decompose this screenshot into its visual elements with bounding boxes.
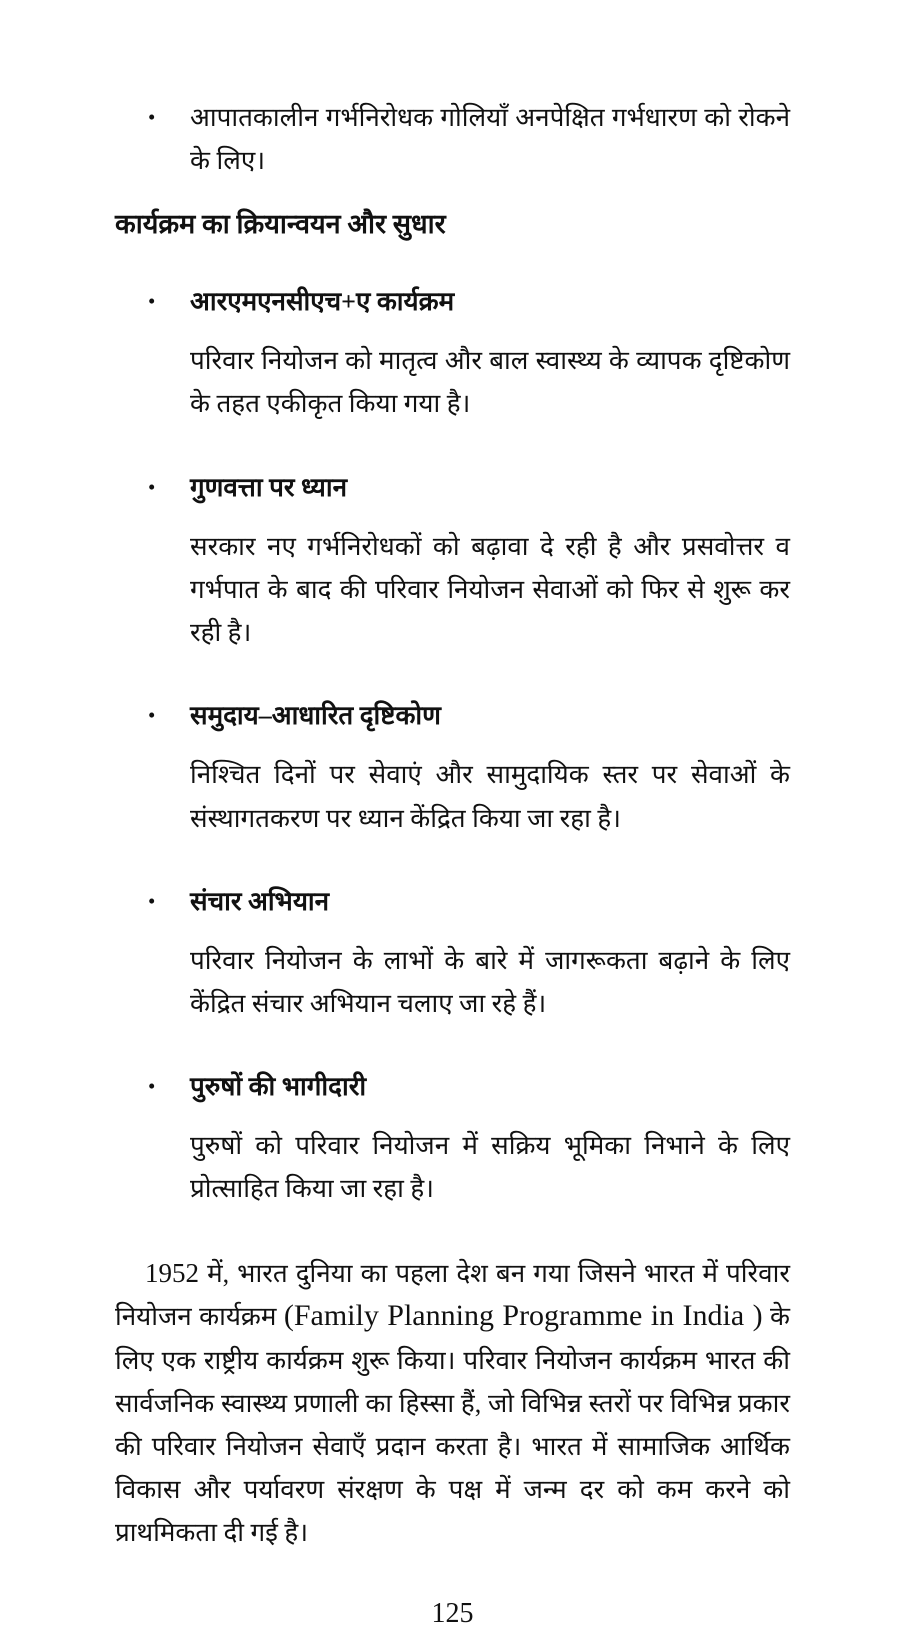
bullet-marker: • — [148, 703, 156, 728]
bullet-title: आरएमएनसीएच+ए कार्यक्रम — [190, 287, 455, 317]
bullet-marker: • — [148, 105, 156, 129]
bullet-body: सरकार नए गर्भनिरोधकों को बढ़ावा दे रही है और प्रसवोत्तर व गर्भपात के बाद की परिवार नियोजन सेवाओं को फिर से शुरू कर रही है। — [190, 531, 790, 648]
bullet-marker: • — [148, 289, 156, 314]
closing-text-1: में, भारत दुनिया का पहला देश बन गया जिसने भारत में परिवार नियोजन कार्यक्रम — [115, 1258, 790, 1332]
closing-text-2: के लिए एक राष्ट्रीय कार्यक्रम शुरू किया। परिवार नियोजन कार्यक्रम भारत की सार्वजनिक स्वास्थ्य प्रणाली का हिस्सा हैं, जो विभिन्न स्तरों पर विभिन्न प्रकार की परिवार नियोजन सेवाएँ प्रदान करता है। भारत में सामाजिक आर्थिक विकास और पर्यावरण संरक्षण के पक्ष में जन्म दर को कम करने को प्राथमिकता दी गई है। — [115, 1302, 791, 1548]
bullet-section — [115, 466, 790, 655]
page-number: 125 — [431, 1598, 474, 1630]
bullet-body: पुरुषों को परिवार नियोजन में सक्रिय भूमिका निभाने के लिए प्रोत्साहित किया जा रहा है। — [190, 1131, 790, 1204]
bullet-body: परिवार नियोजन के लाभों के बारे में जागरूकता बढ़ाने के लिए केंद्रित संचार अभियान चलाए जा रहे हैं। — [190, 945, 790, 1018]
bullet-marker: • — [148, 1074, 156, 1099]
bullet-title-row — [115, 1065, 790, 1108]
closing-latin-phrase: (Family Planning Programme in India ) — [283, 1299, 763, 1333]
list-item-text: आपातकालीन गर्भनिरोधक गोलियाँ अनपेक्षित गर्भधारण को रोकने के लिए। — [190, 103, 790, 176]
bullet-marker: • — [148, 474, 156, 499]
bullet-body: निश्चित दिनों पर सेवाएं और सामुदायिक स्तर पर सेवाओं के संस्थागतकरण पर ध्यान केंद्रित किया जा रहा है। — [190, 760, 790, 833]
closing-paragraph — [115, 1251, 790, 1555]
bullet-body: परिवार नियोजन को मातृत्व और बाल स्वास्थ्य के व्यापक दृष्टिकोण के तहत एकीकृत किया गया है। — [190, 346, 790, 419]
bullet-marker: • — [148, 888, 156, 913]
closing-year: 1952 — [145, 1257, 199, 1288]
bullet-title: गुणवत्ता पर ध्यान — [190, 472, 348, 502]
bullet-title: संचार अभियान — [190, 886, 330, 916]
bullet-title-row — [115, 880, 790, 923]
bullet-section — [115, 694, 790, 839]
bullet-section — [115, 1065, 790, 1210]
section-heading: कार्यक्रम का क्रियान्वयन और सुधार — [115, 209, 446, 240]
bullet-title-row — [115, 280, 790, 323]
bullet-title-row — [115, 694, 790, 737]
bullet-title: पुरुषों की भागीदारी — [190, 1072, 367, 1102]
bullet-section — [115, 880, 790, 1025]
bullet-title-row — [115, 466, 790, 509]
list-item — [115, 96, 790, 182]
bullet-title: समुदाय–आधारित दृष्टिकोण — [190, 701, 441, 731]
bullet-section — [115, 280, 790, 425]
